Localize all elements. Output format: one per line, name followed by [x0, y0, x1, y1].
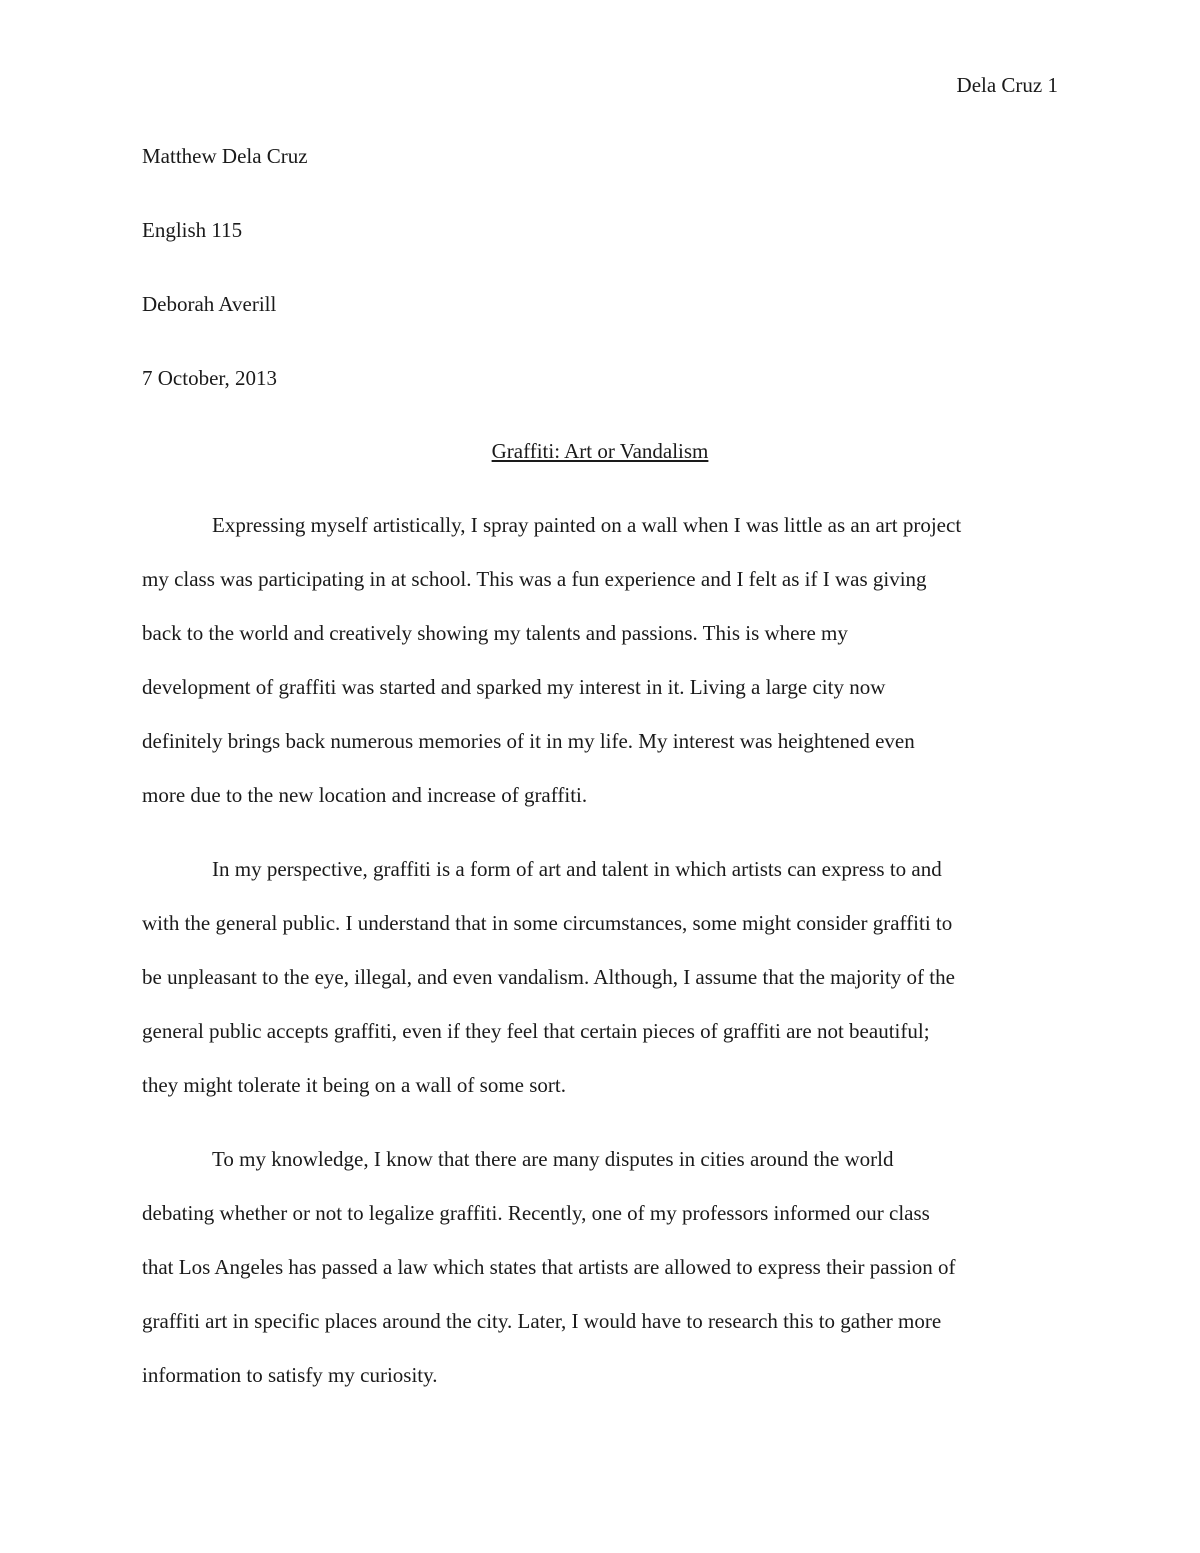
paragraph-line: In my perspective, graffiti is a form of art and talent in which artists can express to and	[212, 857, 942, 881]
student-name: Matthew Dela Cruz	[142, 144, 308, 168]
paragraph-1	[142, 512, 1058, 836]
paragraph-line: with the general public. I understand that in some circumstances, some might consider graffiti to	[142, 911, 953, 935]
paragraph-3	[142, 1146, 1058, 1416]
paragraph-line: To my knowledge, I know that there are many disputes in cities around the world	[212, 1147, 894, 1171]
paragraph-line: graffiti art in specific places around the city. Later, I would have to research this to gather more	[142, 1309, 942, 1333]
essay-title: Graffiti: Art or Vandalism	[491, 439, 709, 463]
course-name: English 115	[142, 218, 243, 242]
paragraph-line: debating whether or not to legalize graffiti. Recently, one of my professors informed our class	[142, 1201, 930, 1225]
paragraph-line: more due to the new location and increase of graffiti.	[142, 783, 588, 807]
paragraph-line: that Los Angeles has passed a law which states that artists are allowed to express their passion of	[142, 1255, 956, 1279]
paragraph-line: back to the world and creatively showing my talents and passions. This is where my	[142, 621, 848, 645]
paragraph-line: definitely brings back numerous memories of it in my life. My interest was heightened even	[142, 729, 915, 753]
paragraph-line: they might tolerate it being on a wall of some sort.	[142, 1073, 566, 1097]
paragraph-line: information to satisfy my curiosity.	[142, 1363, 438, 1387]
essay-body	[142, 512, 1058, 1436]
paragraph-line: my class was participating in at school. This was a fun experience and I felt as if I was giving	[142, 567, 927, 591]
running-head: Dela Cruz 1	[956, 73, 1058, 97]
paragraph-line: Expressing myself artistically, I spray painted on a wall when I was little as an art project	[212, 513, 962, 537]
paragraph-line: general public accepts graffiti, even if they feel that certain pieces of graffiti are not beautiful;	[142, 1019, 930, 1043]
paragraph-line: be unpleasant to the eye, illegal, and even vandalism. Although, I assume that the majority of the	[142, 965, 955, 989]
date-line: 7 October, 2013	[142, 366, 278, 390]
instructor-name: Deborah Averill	[142, 292, 277, 316]
paragraph-line: development of graffiti was started and sparked my interest in it. Living a large city now	[142, 675, 886, 699]
paragraph-2	[142, 856, 1058, 1126]
mla-heading	[142, 143, 308, 439]
